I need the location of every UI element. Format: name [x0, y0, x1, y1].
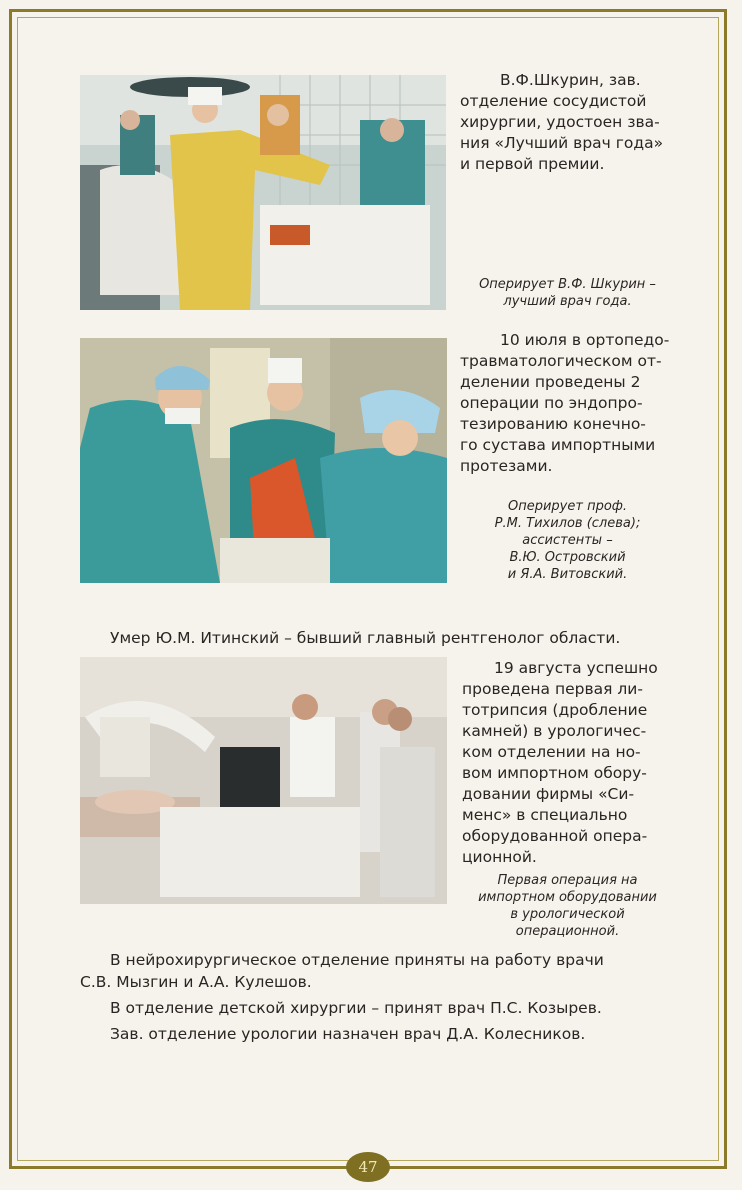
caption-line: лучший врач года. — [503, 294, 632, 309]
obituary-text: Умер Ю.М. Итинский – бывший главный рентгенолог области. — [110, 629, 621, 647]
photo-surgeon-yellow-gown — [80, 75, 446, 310]
text-line: камней) в урологичес- — [462, 722, 647, 740]
paragraph-shkurin-award — [460, 70, 675, 175]
text-line: ционной. — [462, 848, 537, 866]
page-number: 47 — [346, 1152, 390, 1182]
caption-line: в урологической — [510, 907, 625, 922]
photo-lithotripsy-equipment — [80, 657, 447, 904]
text-line: проведена первая ли- — [462, 680, 643, 698]
text-line: ком отделении на но- — [462, 743, 641, 761]
caption-photo-3 — [455, 872, 680, 940]
text-line: делении проведены 2 — [460, 373, 641, 391]
caption-line: ассистенты – — [522, 533, 613, 548]
caption-line: импортном оборудовании — [478, 890, 657, 905]
caption-line: операционной. — [515, 924, 620, 939]
caption-line: Первая операция на — [497, 873, 638, 888]
text-line: го сустава импортными — [460, 436, 656, 454]
caption-photo-2 — [455, 498, 680, 583]
caption-line: Оперирует В.Ф. Шкурин – — [479, 277, 656, 292]
caption-line: и Я.А. Витовский. — [507, 567, 628, 582]
text-line: протезами. — [460, 457, 553, 475]
text-line: тотрипсия (дробление — [462, 701, 648, 719]
pediatric-surgery-hire: В отделение детской хирургии – принят врач П.С. Козырев. — [110, 999, 602, 1017]
urology-head-appointment: Зав. отделение урологии назначен врач Д.А. Колесников. — [110, 1025, 586, 1043]
caption-line: В.Ю. Островский — [509, 550, 626, 565]
photo-orthopedic-surgery — [80, 338, 447, 583]
text-line: операции по эндопро- — [460, 394, 643, 412]
text-line: травматологическом от- — [460, 352, 662, 370]
text-line: вом импортном обору- — [462, 764, 647, 782]
text-line: 19 августа успешно — [494, 659, 658, 677]
text-line: хирургии, удостоен зва- — [460, 113, 660, 131]
text-line: В.Ф.Шкурин, зав. — [500, 71, 641, 89]
caption-line: Оперирует проф. — [507, 499, 628, 514]
text-line: тезированию конечно- — [460, 415, 646, 433]
neurosurgery-hires-line1: В нейрохирургическое отделение приняты на работу врачи — [110, 951, 604, 969]
paragraph-lithotripsy — [462, 658, 677, 868]
caption-photo-1 — [455, 276, 680, 310]
caption-line: Р.М. Тихилов (слева); — [494, 516, 641, 531]
text-line: и первой премии. — [460, 155, 605, 173]
text-line: отделение сосудистой — [460, 92, 647, 110]
text-line: менс» в специально — [462, 806, 628, 824]
text-line: довании фирмы «Си- — [462, 785, 635, 803]
text-line: ния «Лучший врач года» — [460, 134, 664, 152]
text-line: 10 июля в ортопедо- — [500, 331, 670, 349]
paragraph-endoprosthesis — [460, 330, 675, 477]
text-line: оборудованной опера- — [462, 827, 648, 845]
neurosurgery-hires-line2: С.В. Мызгин и А.А. Кулешов. — [80, 973, 312, 991]
